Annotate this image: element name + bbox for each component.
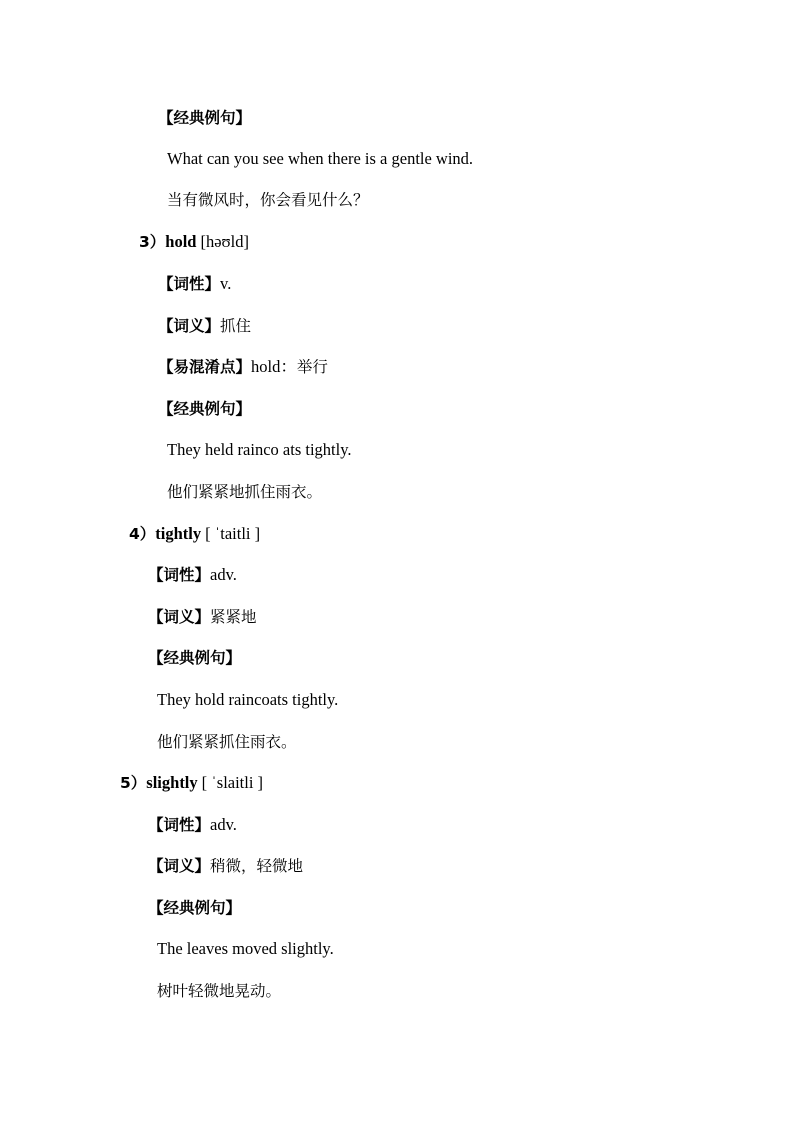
pos-row: [148, 565, 237, 586]
entry-number: 3）: [139, 233, 166, 251]
example-sentence-en: What can you see when there is a gentle wind.: [167, 149, 474, 168]
phonetic: [ ˈslaitli ]: [201, 773, 264, 792]
example-sentence-en: The leaves moved slightly.: [157, 939, 334, 958]
example-heading: 【经典例句】: [158, 400, 252, 418]
pos-value: adv.: [210, 815, 237, 834]
pos-value: v.: [220, 274, 232, 293]
meaning-row: [148, 856, 303, 877]
example-sentence-cn: 树叶轻微地晃动。: [157, 982, 282, 1000]
phonetic: [ ˈtaitli ]: [205, 524, 261, 543]
example-heading: 【经典例句】: [148, 649, 242, 667]
entry-number: 4）: [129, 525, 156, 543]
meaning-label: 【词义】: [158, 317, 221, 335]
pos-row: [158, 274, 231, 295]
example-sentence-en: They hold raincoats tightly.: [157, 690, 339, 709]
headword: tightly: [155, 524, 202, 543]
example-sentence-cn: 他们紧紧地抓住雨衣。: [167, 483, 323, 501]
meaning-value: 紧紧地: [210, 608, 257, 626]
meaning-value: 稍微，轻微地: [210, 857, 304, 875]
confusable-meaning: 举行: [296, 358, 328, 376]
pos-row: [148, 815, 237, 836]
example-heading: 【经典例句】: [148, 899, 242, 917]
meaning-row: [148, 607, 257, 628]
confusable-word: hold：: [251, 357, 297, 376]
confusable-row: [158, 357, 328, 378]
meaning-label: 【词义】: [148, 608, 211, 626]
headword: hold: [165, 232, 197, 251]
example-sentence-cn: 当有微风时，你会看见什么？: [167, 191, 369, 209]
confusable-label: 【易混淆点】: [158, 358, 252, 376]
pos-label: 【词性】: [148, 566, 211, 584]
pos-label: 【词性】: [158, 275, 221, 293]
word-entry-tightly: [129, 524, 260, 545]
headword: slightly: [146, 773, 198, 792]
meaning-value: 抓住: [220, 317, 252, 335]
meaning-row: [158, 316, 251, 337]
example-sentence-en: They held rainco ats tightly.: [167, 440, 352, 459]
example-heading: 【经典例句】: [158, 109, 252, 127]
word-entry-slightly: [120, 773, 263, 794]
phonetic: [həʊld]: [200, 232, 249, 251]
example-sentence-cn: 他们紧紧抓住雨衣。: [157, 733, 297, 751]
entry-number: 5）: [120, 774, 147, 792]
meaning-label: 【词义】: [148, 857, 211, 875]
pos-value: adv.: [210, 565, 237, 584]
pos-label: 【词性】: [148, 816, 211, 834]
word-entry-hold: [139, 232, 249, 253]
